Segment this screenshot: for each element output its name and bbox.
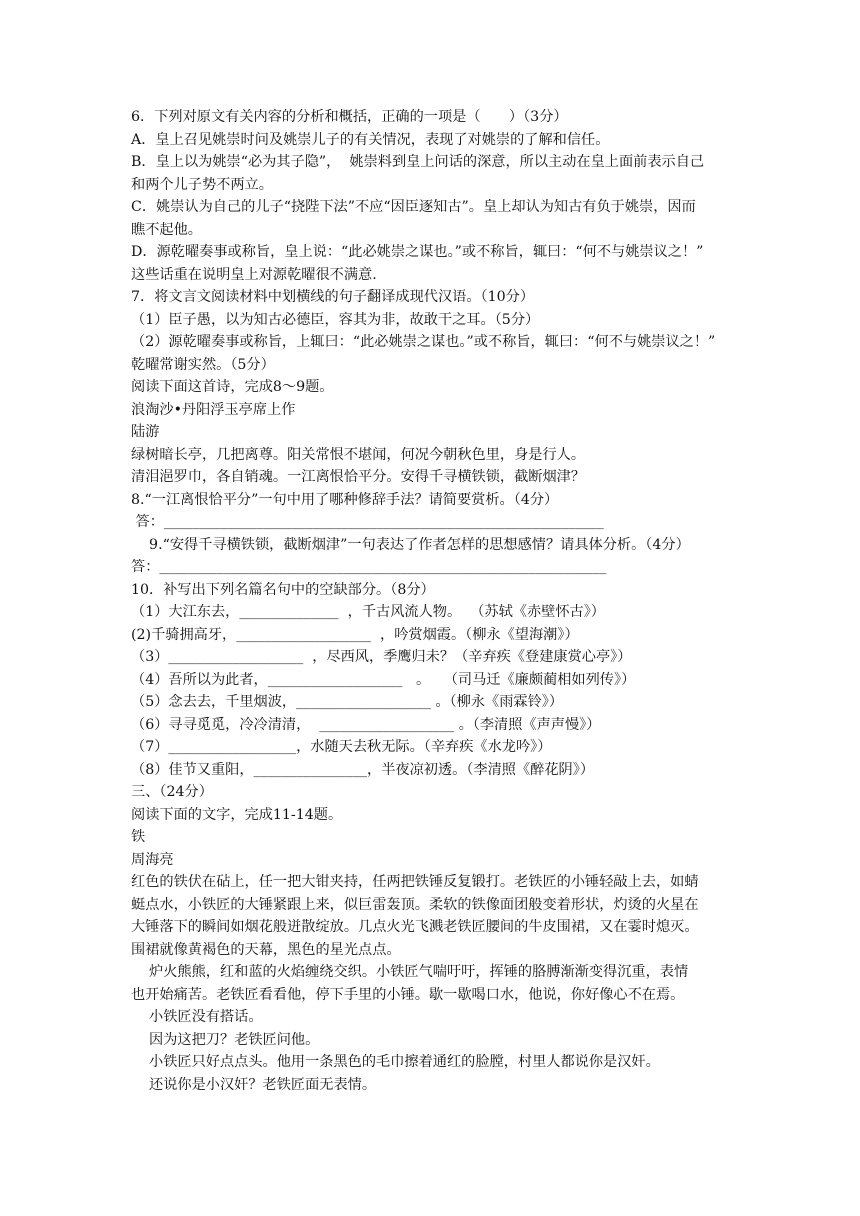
text-line: （6）寻寻觅觅，冷冷清清， ___________________ 。（李清照《声声慢》） (131, 716, 601, 733)
text-line: C．姚崇认为自己的儿子“挠陛下法”不应“因臣逐知古”。皇上却认为知古有负于姚崇，因而 (131, 199, 696, 215)
text-line: 大锤落下的瞬间如烟花般迸散绽放。几点火光飞溅老铁匠腰间的牛皮围裙，又在霎时熄灭。 (131, 919, 699, 935)
text-line: 9.“安得千寻横铁锁，截断烟津”一句表达了作者怎样的思想感情？请具体分析。（4分） (131, 536, 690, 553)
text-line: （5）念去去，千里烟波，___________________ 。（柳永《雨霖铃》） (131, 694, 564, 710)
text-line: 围裙就像黄褐色的天幕，黑色的星光点点。 (131, 941, 401, 958)
document-text (131, 106, 737, 1096)
text-line: 小铁匠只好点点头。他用一条黑色的毛巾擦着通红的脸膛，村里人都说你是汉奸。 (131, 1054, 660, 1070)
text-line: （7）__________________，水随天去秋无际。（辛弃疾《水龙吟》） (131, 739, 552, 755)
text-line: 也开始痛苦。老铁匠看看他，停下手里的小锤。歇一歇喝口水，他说，你好像心不在焉。 (131, 986, 685, 1003)
text-line: 浪淘沙•丹阳浮玉亭席上作 (131, 401, 296, 418)
text-line: A．皇上召见姚崇时问及姚崇儿子的有关情况，表现了对姚崇的了解和信任。 (131, 131, 610, 148)
text-line: 10．补写出下列名篇名句中的空缺部分。（8分） (131, 581, 435, 598)
text-line: （2）源乾曜奏事或称旨，上辄曰：“此必姚崇之谋也。”或不称旨，辄曰：“何不与姚崇议之！” (131, 334, 716, 350)
text-line: （8）佳节又重阳，________________，半夜凉初透。（李清照《醉花阴》） (131, 761, 595, 778)
text-line: 蜓点水，小铁匠的大锤紧跟上来，似巨雷轰顶。柔软的铁像面团般变着形状，灼烫的火星在 (131, 896, 699, 913)
text-line: 绿树暗长亭，几把离尊。阳关常恨不堪闻，何况今朝秋色里，身是行人。 (131, 446, 586, 463)
text-line: 三、（24分） (131, 784, 213, 800)
text-line: 阅读下面这首诗，完成8～9题。 (131, 379, 334, 395)
text-line: 6．下列对原文有关内容的分析和概括，正确的一项是（ ）（3分） (131, 109, 568, 125)
text-line: 乾曜常谢实然。（5分） (131, 356, 275, 373)
text-line: 还说你是小汉奸？老铁匠面无表情。 (131, 1076, 377, 1093)
text-line: 瞧不起他。 (131, 221, 202, 238)
text-line: 答：______________________________________________________________ (131, 514, 604, 530)
text-line: （1）臣子愚，以为知古必德臣，容其为非，故敢干之耳。（5分） (131, 311, 540, 328)
text-line: 这些话重在说明皇上对源乾曜很不满意. (131, 266, 377, 283)
text-line: (2)千骑拥高牙，___________________ ，吟赏烟霞。（柳永《望海潮》） (131, 626, 579, 643)
text-line: （3）___________________ ，尽西风，季鹰归未？（辛弃疾《登建康赏心亭》） (131, 649, 632, 665)
text-line: 和两个儿子势不两立。 (131, 176, 273, 193)
text-line: 铁 (131, 829, 146, 845)
text-line: 因为这把刀？老铁匠问他。 (131, 1031, 320, 1048)
text-line: 周海亮 (131, 851, 174, 868)
text-line: 陆游 (131, 424, 160, 440)
text-line: 小铁匠没有搭话。 (131, 1009, 263, 1025)
text-line: 阅读下面的文字，完成11-14题。 (131, 806, 343, 823)
text-line: 炉火熊熊，红和蓝的火焰缠绕交织。小铁匠气喘吁吁，挥锤的胳膊渐渐变得沉重，表情 (131, 964, 689, 980)
text-line: D．源乾曜奏事或称旨，皇上说：“此必姚崇之谋也。”或不称旨，辄曰：“何不与姚崇议之！” (131, 244, 704, 260)
text-line: （4）吾所以为此者，___________________ 。 （司马迁《廉颇蔺相如列传》） (131, 671, 636, 688)
text-line: 7．将文言文阅读材料中划横线的句子翻译成现代汉语。（10分） (131, 289, 535, 305)
text-line: 8.“一江离恨恰平分”一句中用了哪种修辞手法？请简要赏析。（4分） (131, 491, 559, 508)
text-line: 红色的铁伏在砧上，任一把大钳夹持，任两把铁锤反复锻打。老铁匠的小锤轻敲上去，如蜻 (131, 874, 699, 890)
text-line: B．皇上以为姚崇“必为其子隐”， 姚崇料到皇上问话的深意，所以主动在皇上面前表示自己 (131, 154, 705, 170)
text-line: （1）大江东去，______________ ，千古风流人物。 （苏轼《赤壁怀古》） (131, 604, 605, 620)
text-line: 答：_______________________________________________________________ (131, 559, 607, 575)
text-line: 清泪浥罗巾，各自销魂。一江离恨恰平分。安得千寻横铁锁，截断烟津？ (131, 469, 586, 485)
